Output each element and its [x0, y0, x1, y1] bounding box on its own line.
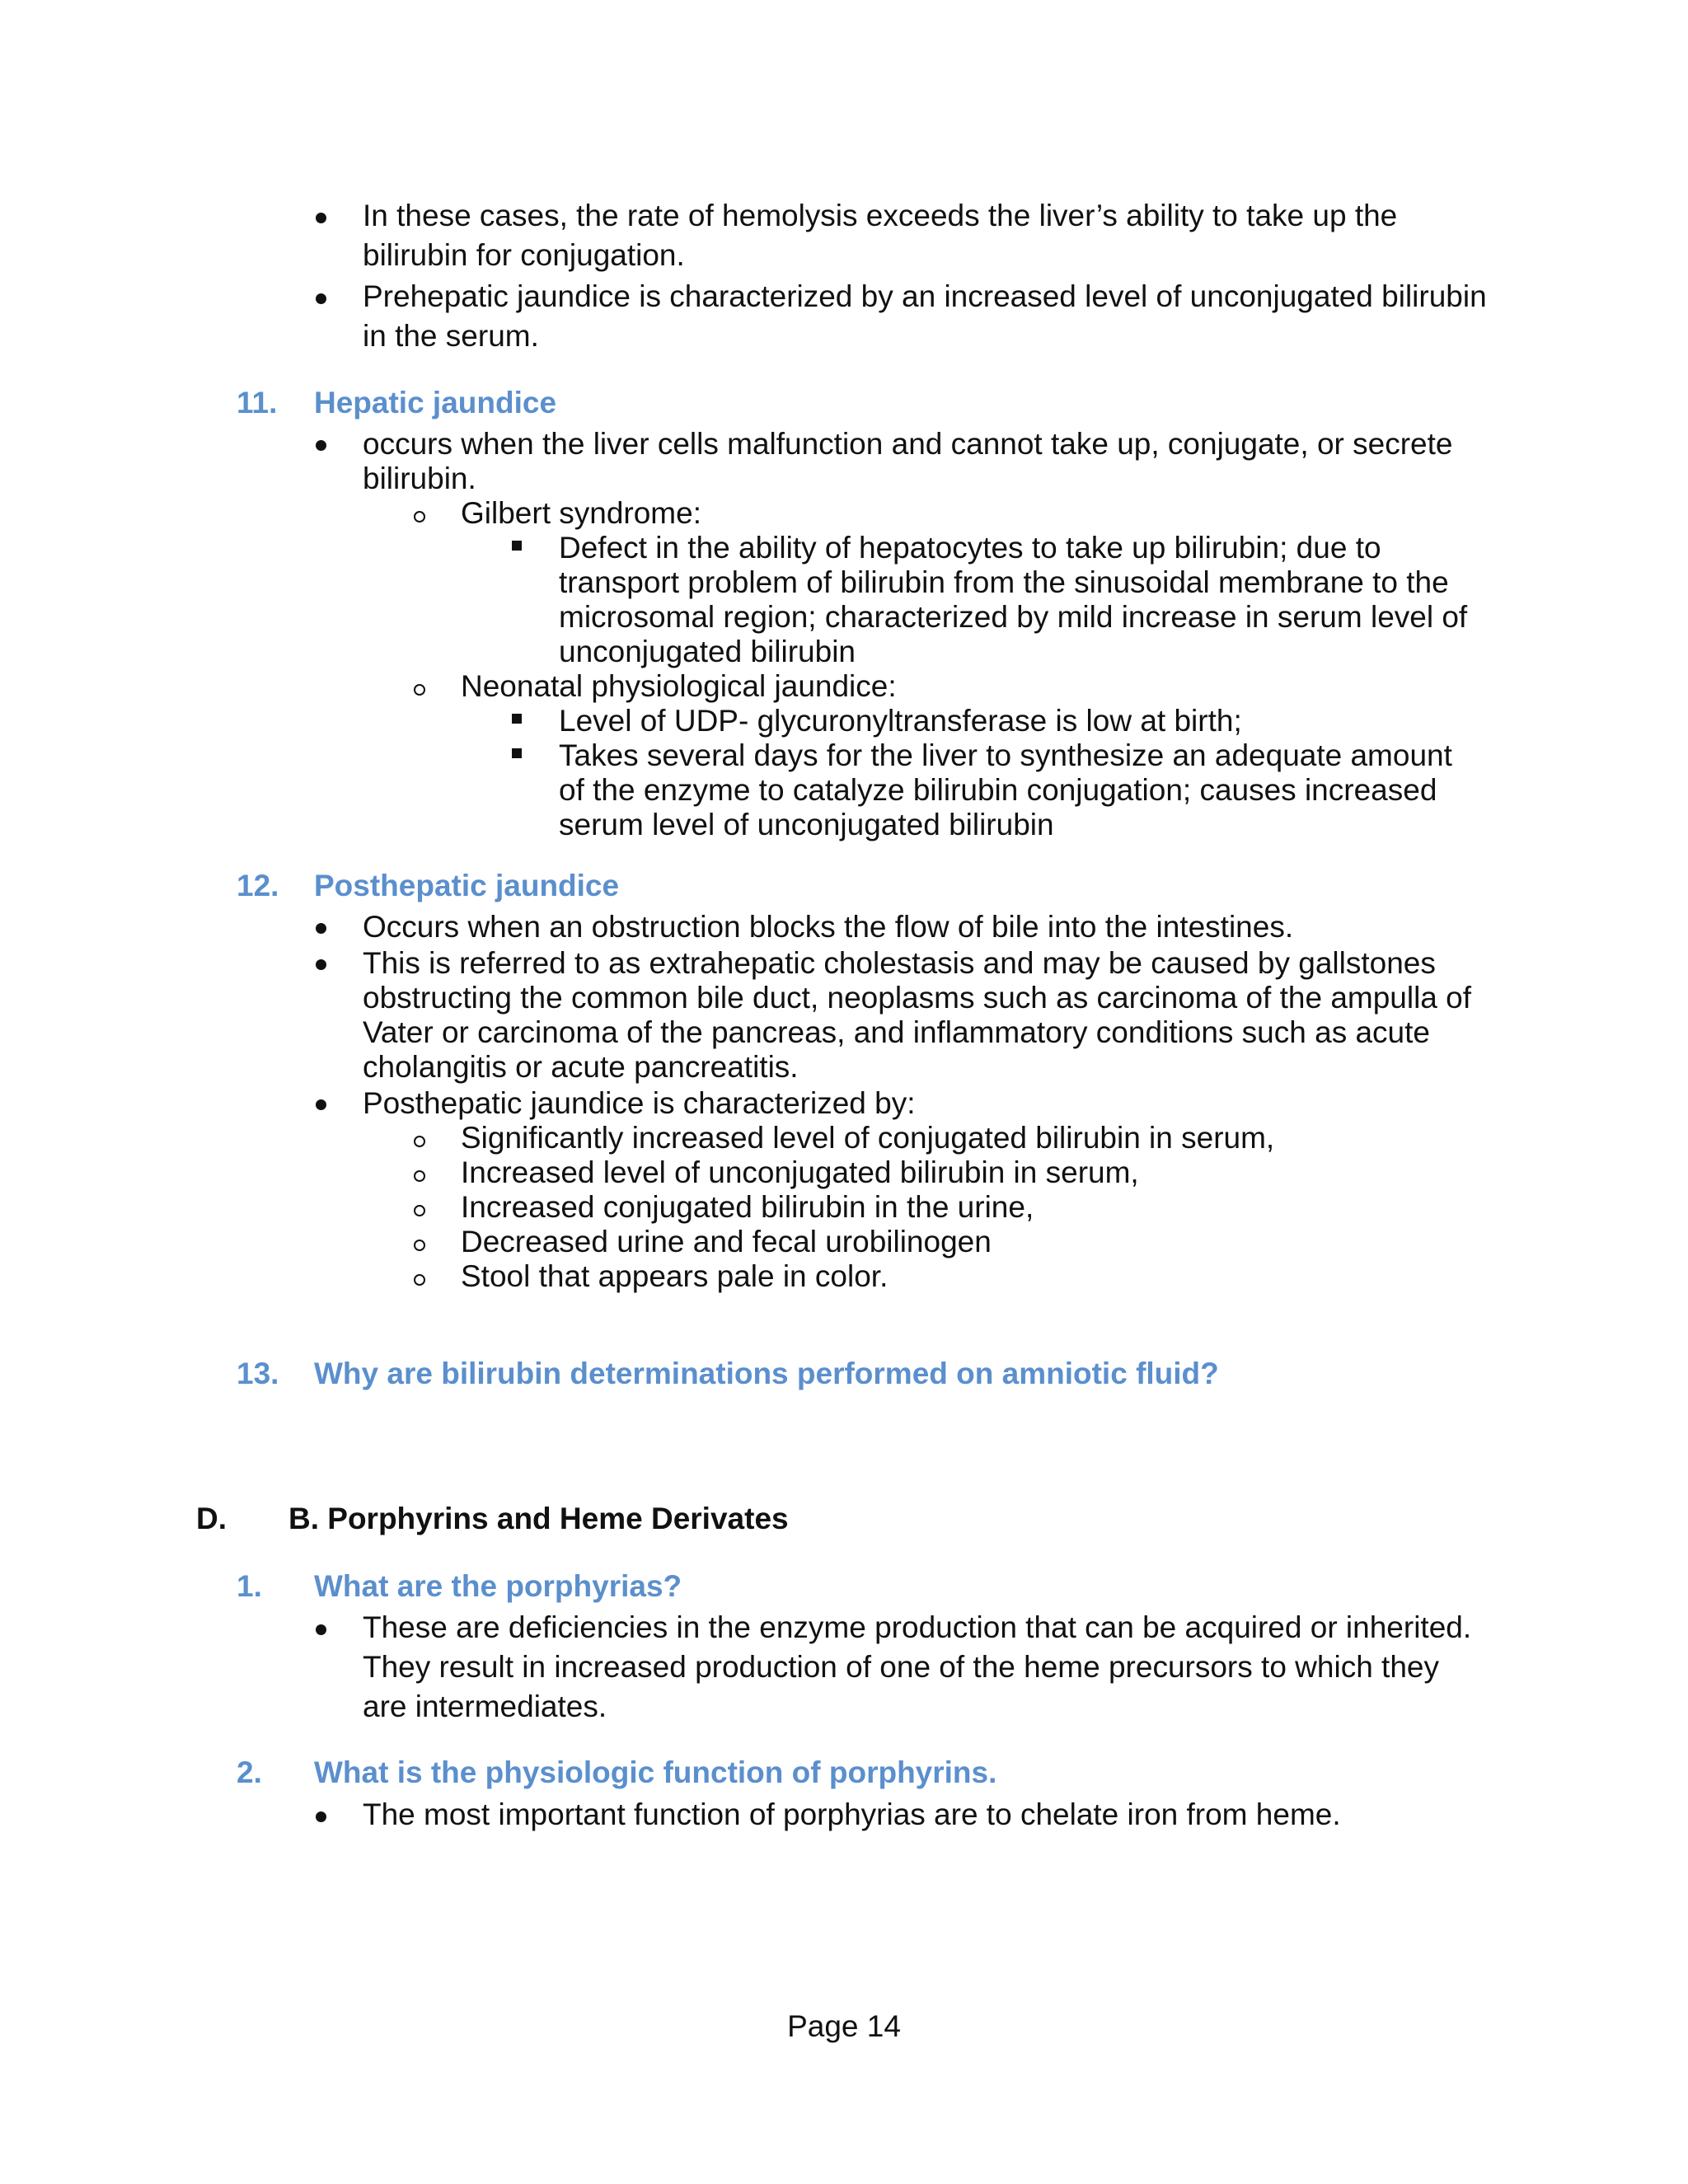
neonatal-detail-1: Level of UDP- glycuronyltransferase is low at birth;: [559, 704, 1242, 738]
gilbert-detail-line-3: microsomal region; characterized by mild increase in serum level of: [559, 600, 1468, 634]
d1-bullet-line-2: They result in increased production of one of the heme precursors to which they: [363, 1650, 1439, 1684]
bullet-dot: [316, 1811, 326, 1822]
section-11-number: 11.: [237, 386, 278, 419]
bullet-dot: [316, 1624, 326, 1635]
sub-bullet-circle: [414, 1170, 425, 1182]
gilbert-detail-line-4: unconjugated bilirubin: [559, 635, 856, 668]
s12-sub-4: Decreased urine and fecal urobilinogen: [461, 1225, 992, 1258]
d-question-2-number: 2.: [237, 1755, 262, 1789]
neonatal-detail-2-line-3: serum level of unconjugated bilirubin: [559, 808, 1054, 841]
s12-bullet-2-line-4: cholangitis or acute pancreatitis.: [363, 1050, 799, 1084]
s12-bullet-2-line-2: obstructing the common bile duct, neoplasms such as carcinoma of the ampulla of: [363, 981, 1472, 1015]
sub-bullet-circle: [414, 1274, 425, 1286]
sub-bullet-circle: [414, 1136, 425, 1147]
neonatal-heading: Neonatal physiological jaundice:: [461, 669, 897, 703]
s12-sub-2: Increased level of unconjugated bilirubin in serum,: [461, 1155, 1139, 1189]
s12-sub-1: Significantly increased level of conjugated bilirubin in serum,: [461, 1121, 1275, 1155]
square-bullet: [512, 541, 522, 551]
d1-bullet-line-3: are intermediates.: [363, 1690, 607, 1723]
square-bullet: [512, 748, 522, 758]
bullet-dot: [316, 923, 326, 934]
s12-bullet-2-line-1: This is referred to as extrahepatic cholestasis and may be caused by gallstones: [363, 946, 1436, 980]
sub-bullet-circle: [414, 1205, 425, 1216]
gilbert-detail-line-1: Defect in the ability of hepatocytes to take up bilirubin; due to: [559, 531, 1381, 565]
neonatal-detail-2-line-1: Takes several days for the liver to synthesize an adequate amount: [559, 738, 1452, 772]
s11-bullet-line-2: bilirubin.: [363, 462, 476, 495]
bullet-dot: [316, 959, 326, 970]
s12-bullet-1: Occurs when an obstruction blocks the flow of bile into the intestines.: [363, 910, 1294, 944]
section-13-title: Why are bilirubin determinations performed on amniotic fluid?: [314, 1357, 1219, 1390]
section-d-letter: D.: [196, 1502, 227, 1535]
page-footer: Page 14: [787, 2009, 901, 2043]
bullet-dot: [316, 1099, 326, 1110]
neonatal-detail-2-line-2: of the enzyme to catalyze bilirubin conjugation; causes increased: [559, 773, 1437, 807]
bullet-dot: [316, 293, 326, 304]
s12-sub-3: Increased conjugated bilirubin in the urine,: [461, 1190, 1034, 1224]
intro-bullet-1-line-1: In these cases, the rate of hemolysis exceeds the liver’s ability to take up the: [363, 199, 1398, 232]
d-question-2-title: What is the physiologic function of porphyrins.: [314, 1755, 997, 1789]
s12-bullet-2-line-3: Vater or carcinoma of the pancreas, and inflammatory conditions such as acute: [363, 1015, 1430, 1049]
bullet-dot: [316, 213, 326, 223]
d-question-1-title: What are the porphyrias?: [314, 1569, 682, 1603]
section-13-number: 13.: [237, 1357, 279, 1390]
sub-bullet-circle: [414, 684, 425, 696]
sub-bullet-circle: [414, 511, 425, 523]
d1-bullet-line-1: These are deficiencies in the enzyme production that can be acquired or inherited.: [363, 1610, 1472, 1644]
gilbert-detail-line-2: transport problem of bilirubin from the sinusoidal membrane to the: [559, 565, 1449, 599]
intro-bullet-2-line-2: in the serum.: [363, 319, 539, 353]
section-12-title: Posthepatic jaundice: [314, 869, 620, 902]
d2-bullet: The most important function of porphyrias are to chelate iron from heme.: [363, 1797, 1341, 1831]
section-11-title: Hepatic jaundice: [314, 386, 557, 419]
s12-bullet-3: Posthepatic jaundice is characterized by:: [363, 1086, 916, 1120]
gilbert-heading: Gilbert syndrome:: [461, 496, 701, 530]
section-12-number: 12.: [237, 869, 279, 902]
bullet-dot: [316, 440, 326, 451]
square-bullet: [512, 714, 522, 724]
sub-bullet-circle: [414, 1240, 425, 1251]
d-question-1-number: 1.: [237, 1569, 262, 1603]
s12-sub-5: Stool that appears pale in color.: [461, 1259, 889, 1293]
intro-bullet-1-line-2: bilirubin for conjugation.: [363, 238, 685, 272]
s11-bullet-line-1: occurs when the liver cells malfunction and cannot take up, conjugate, or secrete: [363, 427, 1453, 461]
section-d-title: B. Porphyrins and Heme Derivates: [288, 1502, 789, 1535]
intro-bullet-2-line-1: Prehepatic jaundice is characterized by an increased level of unconjugated bilirubin: [363, 279, 1487, 313]
